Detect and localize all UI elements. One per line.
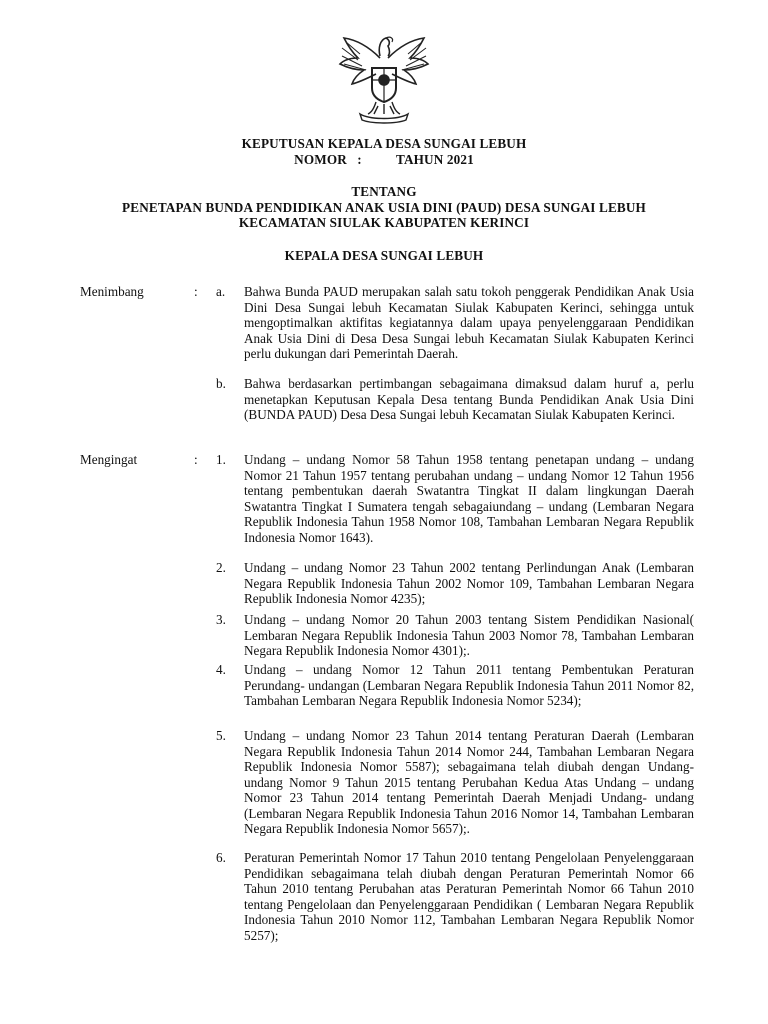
decree-title-block [80, 136, 688, 167]
about-block [80, 184, 688, 231]
item-text: Undang – undang Nomor 20 Tahun 2003 tentang Sistem Pendidikan Nasional( Lembaran Negara Republik Indonesia Tahun 2003 Nomor 78, Tambahan Lembaran Negara Republik Indonesia Nomor 4301);. [244, 612, 694, 658]
item-marker: 6. [216, 850, 226, 865]
item-text: Undang – undang Nomor 12 Tahun 2011 tentang Pembentukan Peraturan Perundang- undangan (Lembaran Negara Republik Indonesia Tahun 2011 Nomor 82, Tambahan Lembaran Negara Republik Indonesia Nomor 5234); [244, 662, 694, 708]
list-item [216, 850, 694, 943]
list-item [216, 376, 694, 423]
item-text: Bahwa Bunda PAUD merupakan salah satu tokoh penggerak Pendidikan Anak Usia Dini Desa Sungai lebuh Kecamatan Siulak Kabupaten Kerinci, sehingga untuk mengoptimalkan aktifitas kegiatannya dalam upaya penyelenggaraan Pendidikan Anak Usia Dini di Desa Desa Sungai lebuh Kecamatan Siulak Kabupaten Kerinci perlu dukungan dari Pemerintah Daerah. [244, 284, 694, 361]
item-marker: b. [216, 376, 226, 391]
issuer-block [80, 248, 688, 264]
list-item [216, 284, 694, 362]
item-marker: 5. [216, 728, 226, 743]
list-item [216, 662, 694, 709]
item-text: Peraturan Pemerintah Nomor 17 Tahun 2010 tentang Pengelolaan Penyelenggaraan Pendidikan sebagaimana telah diubah dengan Peraturan Pemerintah Nomor 66 Tahun 2010 tentang Perubahan atas Peraturan Pemerintah Nomor 66 Tahun 2010 tentang Pengelolaan dan Penyelenggaraan Pendidikan ( Lembaran Negara Republik Indonesia Tahun 2010 Nomor 112, Tambahan Lembaran Negara Republik Nomor 5257); [244, 850, 694, 943]
item-text: Undang – undang Nomor 58 Tahun 1958 tentang penetapan undang – undang Nomor 21 Tahun 1957 tentang perubahan undang – undang Nomor 12 Tahun 1956 tentang pembentukan daerah Swatantra Tingkat II dalam lingkungan Daerah Swatantra Tingkat I Sumatera tengah sebagaiundang – undang (Lembaran Negara Republik Indonesia Tahun 1958 Nomor 108, Tambahan Lembaran Negara Republik Indonesia Nomor 1643). [244, 452, 694, 545]
item-marker: 3. [216, 612, 226, 627]
list-item [216, 560, 694, 607]
list-item [216, 612, 694, 659]
list-item [216, 452, 694, 545]
mengingat-colon: : [194, 452, 198, 467]
mengingat-label: Mengingat [80, 452, 138, 467]
list-item [216, 728, 694, 837]
item-text: Undang – undang Nomor 23 Tahun 2002 tentang Perlindungan Anak (Lembaran Negara Republik Indonesia Tahun 2002 Nomor 109, Tambahan Lembaran Negara Republik Indonesia Nomor 4235); [244, 560, 694, 606]
menimbang-label: Menimbang [80, 284, 144, 299]
decree-title: KEPUTUSAN KEPALA DESA SUNGAI LEBUH [241, 136, 527, 151]
about-heading: TENTANG [351, 184, 417, 199]
item-text: Bahwa berdasarkan pertimbangan sebagaimana dimaksud dalam huruf a, perlu menetapkan Keputusan Kepala Desa tentang Bunda Pendidikan Anak Usia Dini (BUNDA PAUD) Desa Desa Sungai lebuh Kecamatan Siulak Kabupaten Kerinci. [244, 376, 694, 422]
menimbang-colon: : [194, 284, 198, 299]
issuer-title: KEPALA DESA SUNGAI LEBUH [284, 248, 484, 263]
item-marker: 2. [216, 560, 226, 575]
item-marker: 1. [216, 452, 226, 467]
decree-number-line: NOMOR : TAHUN 2021 [294, 151, 474, 167]
item-marker: 4. [216, 662, 226, 677]
garuda-emblem-icon [334, 28, 434, 124]
item-marker: a. [216, 284, 226, 299]
about-line-1: PENETAPAN BUNDA PENDIDIKAN ANAK USIA DINI (PAUD) DESA SUNGAI LEBUH [122, 199, 646, 215]
about-line-2: KECAMATAN SIULAK KABUPATEN KERINCI [238, 215, 530, 230]
item-text: Undang – undang Nomor 23 Tahun 2014 tentang Peraturan Daerah (Lembaran Negara Republik Indonesia Tahun 2014 Nomor 244, Tambahan Lembaran Negara Republik Indonesia Nomor 5587); sebagaimana telah diubah dengan Undang- undang Nomor 9 Tahun 2015 tentang Perubahan Kedua Atas Undang – undang Nomor 23 Tahun 2014 tentang Pemerintah Daerah Menjadi Undang- undang (Lembaran Negara Republik Indonesia Tahun 2016 Nomor 14, Tambahan Lembaran Negara Republik Indonesia Nomor 5657);. [244, 728, 694, 836]
